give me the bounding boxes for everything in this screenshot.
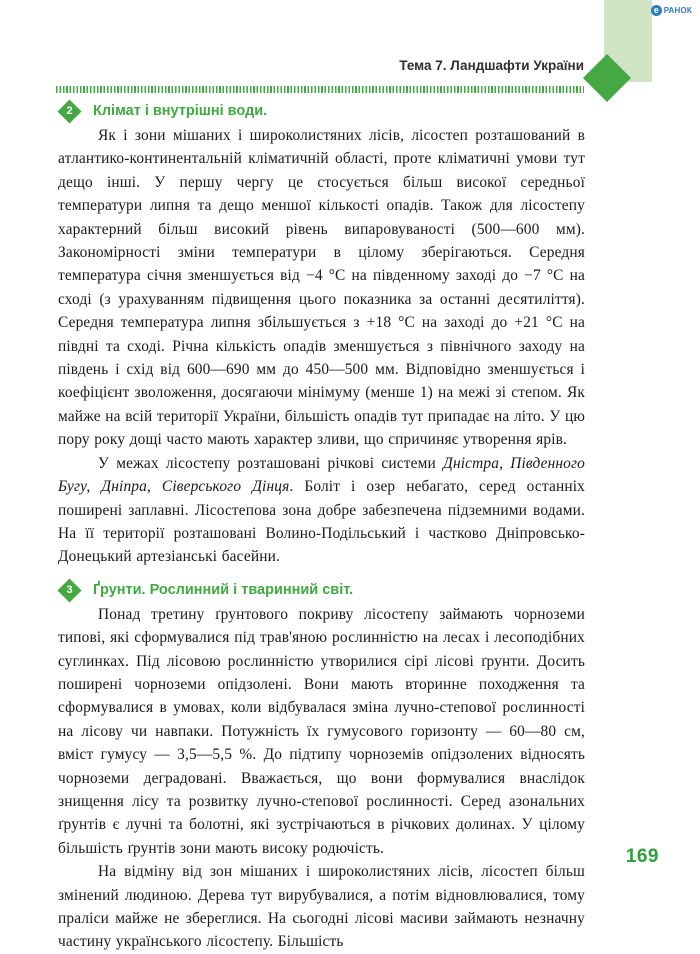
page-content xyxy=(58,101,585,954)
page-number: 169 xyxy=(625,846,659,867)
paragraph: На відміну від зон мішаних і широколистяних лісів, лісостеп більш змінений людиною. Дерева тут вирубувалися, а потім відновлювалися, тому праліси майже не збереглися. На сьогодні лісові масиви займають незначну частину українського лісостепу. Більшість xyxy=(58,863,585,951)
section-title-2: Клімат і внутрішні води. xyxy=(93,103,268,119)
paragraph-part: У межах лісостепу розташовані річкові системи xyxy=(98,454,443,472)
publisher-logo xyxy=(651,5,692,16)
section-heading-2 xyxy=(58,101,585,123)
publisher-logo-mark-icon: е xyxy=(651,5,662,16)
paragraph-part: . Боліт і озер небагато, серед останніх поширені заплавні. Лісостепова зона добре забезпечена підземними водами. На її території розташовані Волино-Подільський і частково Дніпровсько-Донецький артезіанські басейни. xyxy=(58,478,585,566)
river-names-emphasis: Дністра, Південного Бугу, Дніпра, Сіверського Дінця xyxy=(58,454,585,496)
section-spacer xyxy=(58,569,585,580)
paragraph-rivers xyxy=(58,452,585,569)
running-head: Тема 7. Ландшафти України xyxy=(399,58,584,73)
header-rule-divider xyxy=(56,86,584,93)
paragraph: Як і зони мішаних і широколистяних лісів, лісостеп розташований в атлантико-континентальній кліматичній області, проте кліматичні умови тут дещо інші. У першу чергу це стосується більш високої середньої температури липня та дещо меншої кількості опадів. Також для лісостепу характерний більш високий рівень випаровуваності (500—600 мм). Закономірності зміни температури в цілому зберігаються. Середня температура січня зменшується від −4 °C на південному заході до −7 °C на сході (з урахуванням підвищення цього показника за останні десятиліття). Середня температура липня збільшується з +18 °C на заході до +21 °C на півдні та сході. Річна кількість опадів зменшується з північного заходу на південь і схід від 600—690 мм до 450—500 мм. Відповідно зменшується і коефіцієнт зволоження, досягаючи мінімуму (менше 1) на межі зі степом. Як майже на всій території України, більшість опадів тут припадає на літо. У цю пору року дощі часто мають характер зливи, що спричиняє утворення ярів. xyxy=(58,127,585,449)
paragraph: Понад третину ґрунтового покриву лісостепу займають чорноземи типові, які сформувалися під трав'яною рослинністю на лесах і лесоподібних суглинках. Під лісовою рослинністю утворилися сірі лісові ґрунти. Досить поширені чорноземи опідзолені. Вони мають вторинне походження та сформувалися в умовах, коли відбувалася зміна лучно-степової рослинності на лісову чи навпаки. Потужність їх гумусового горизонту — 60—80 см, вміст гумусу — 3,5—5,5 %. До підтипу чорноземів опідзолених відносять чорноземи деградовані. Вважається, що вони формувалися внаслідок знищення лісу та розвитку лучно-степової рослинності. Серед азональних ґрунтів є лучні та болотні, які зустрічаються в річкових долинах. У цілому більшість ґрунтів зони мають високу родючість. xyxy=(58,605,585,857)
section-number-3: 3 xyxy=(66,583,73,596)
section-title-3: Ґрунти. Рослинний і тваринний світ. xyxy=(93,581,354,598)
section-heading-3 xyxy=(58,580,585,602)
section-number-2: 2 xyxy=(66,105,73,117)
publisher-logo-text: РАНОК xyxy=(663,5,692,15)
